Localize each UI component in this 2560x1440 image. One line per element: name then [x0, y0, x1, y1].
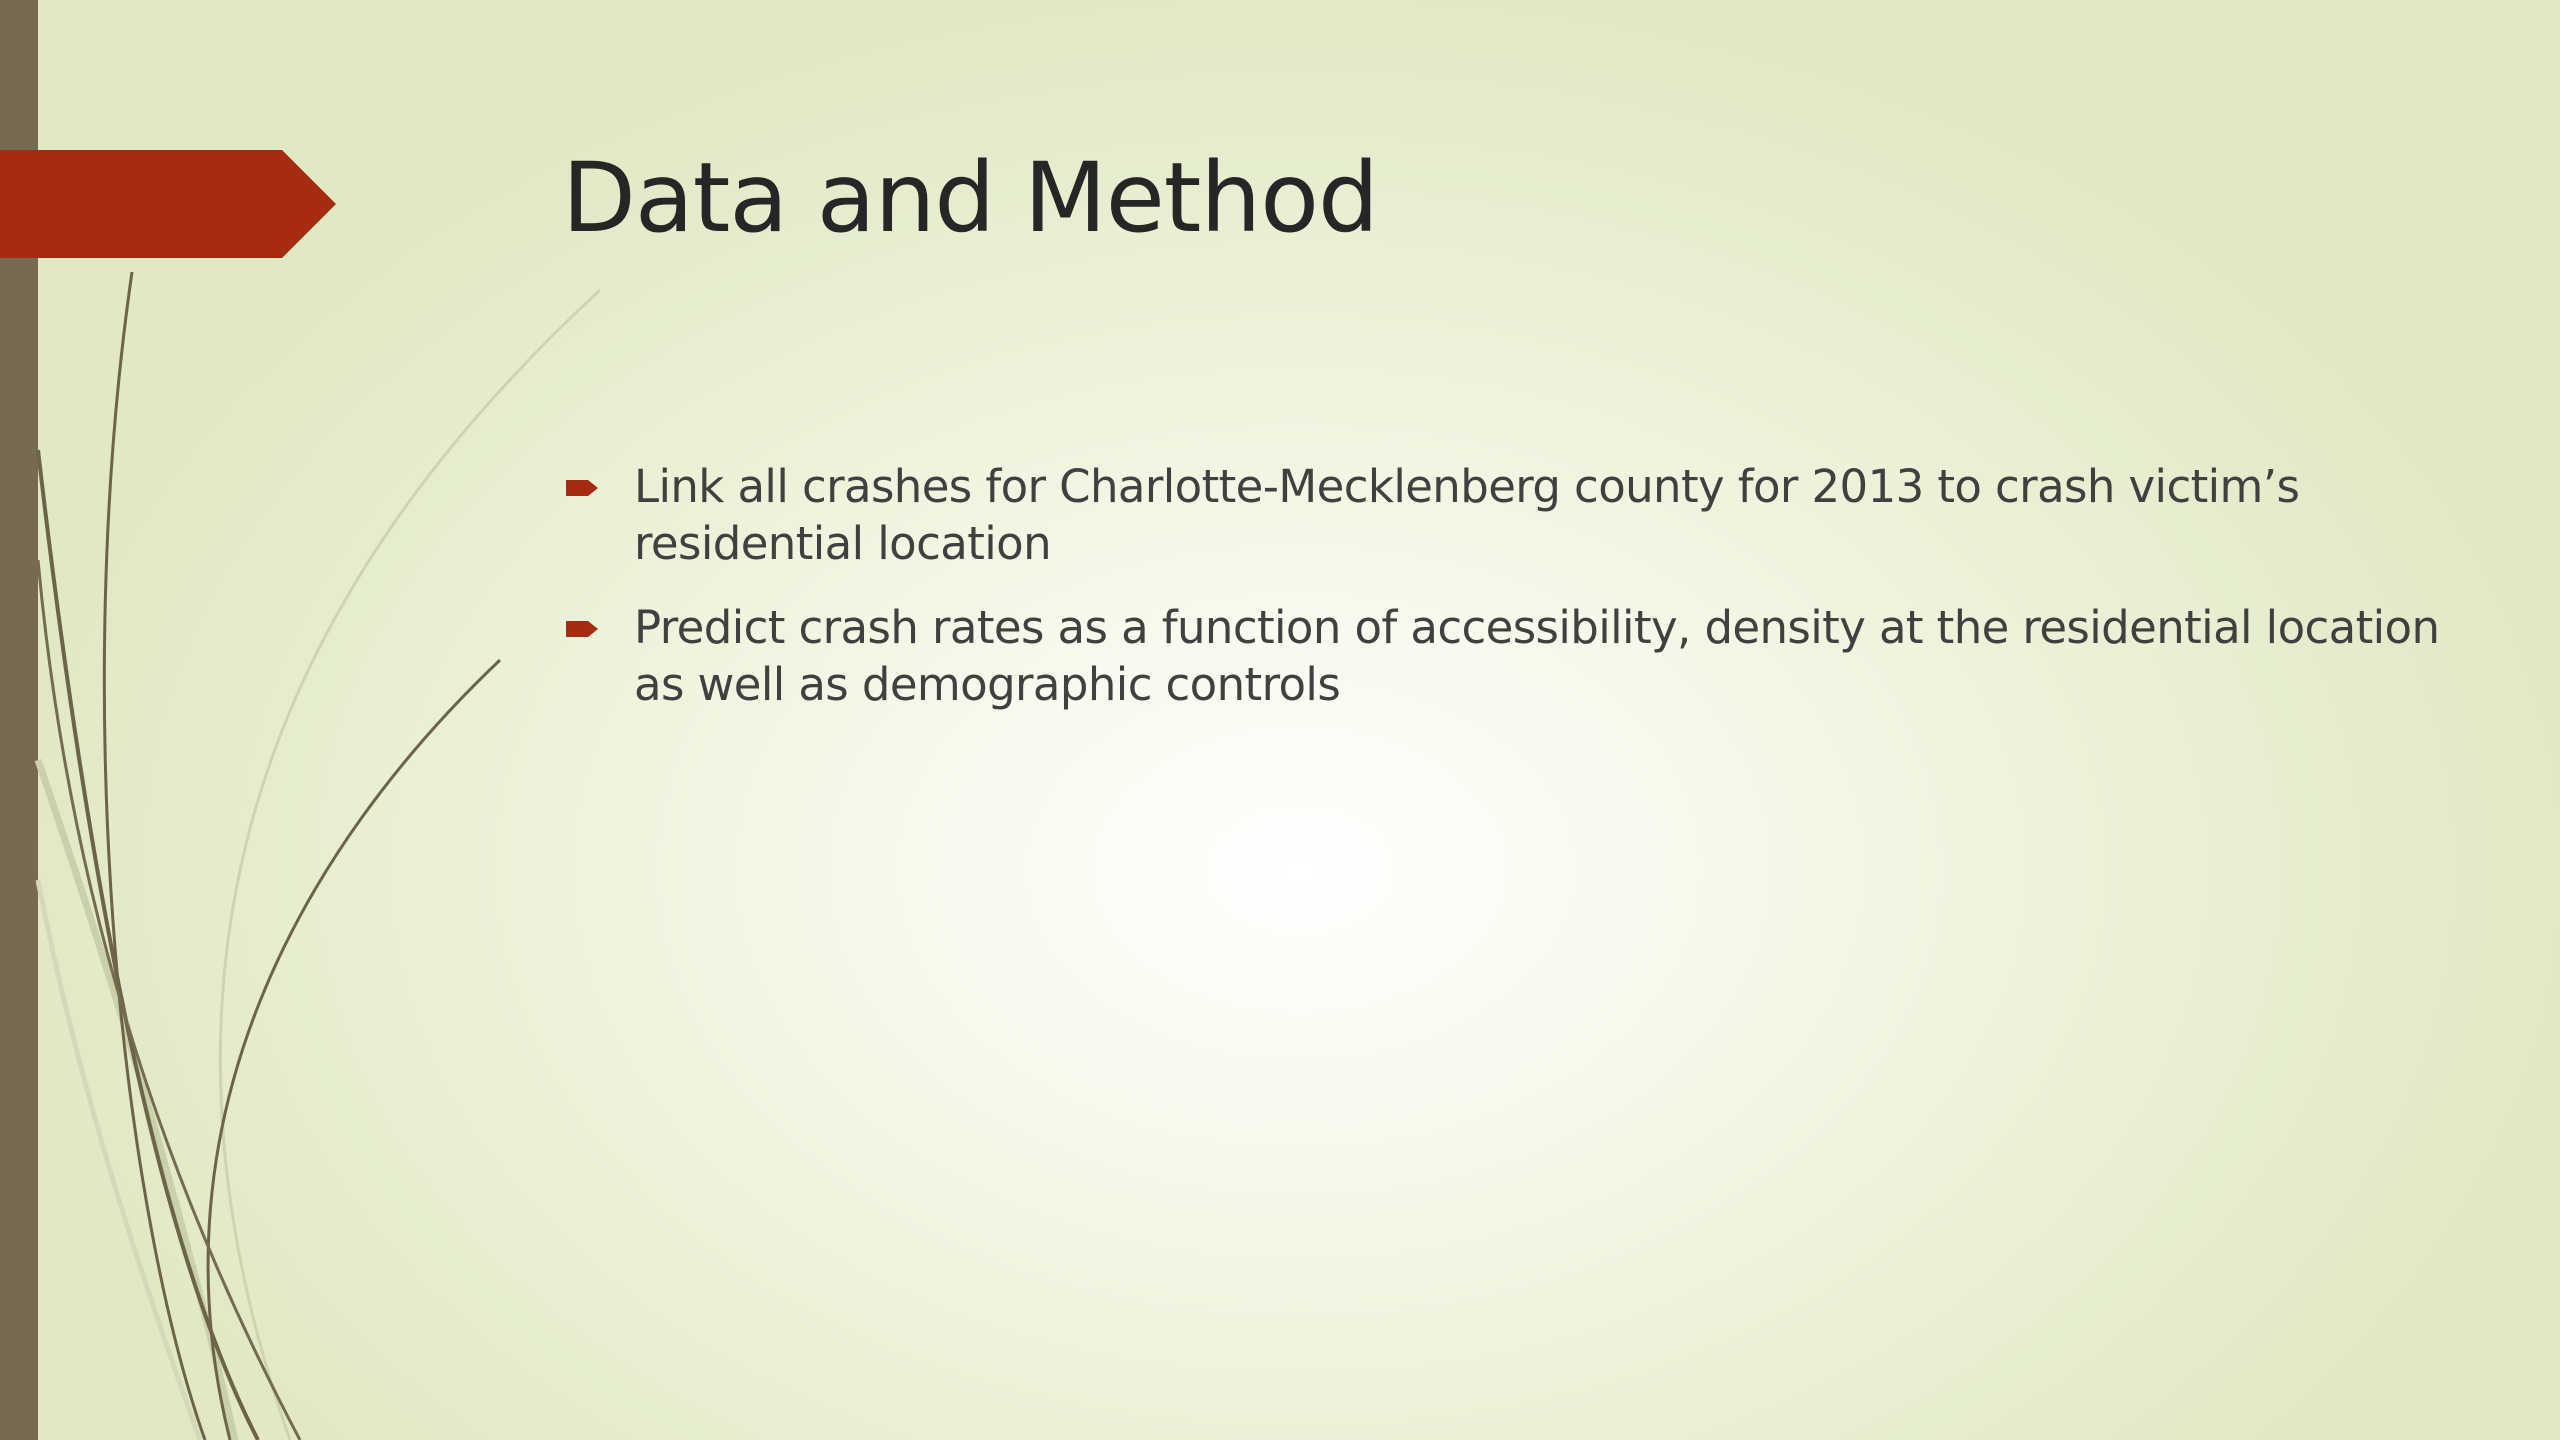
curve-light-1 [220, 290, 600, 1440]
curve-dark-3 [208, 660, 500, 1440]
bullet-list [562, 458, 2442, 740]
bullet-text: Predict crash rates as a function of accessibility, density at the residential location as well as demographic controls [634, 601, 2440, 711]
bullet-item [562, 458, 2442, 572]
curve-light-2 [38, 760, 235, 1440]
curve-light-3 [38, 880, 200, 1440]
bullet-item [562, 599, 2442, 713]
arrow-bullet-icon [566, 478, 602, 498]
arrow-bullet-icon [566, 619, 602, 639]
slide-title: Data and Method [562, 142, 1378, 254]
bullet-text: Link all crashes for Charlotte-Mecklenberg county for 2013 to crash victim’s residential location [634, 460, 2300, 570]
title-arrow-shape [0, 150, 340, 258]
